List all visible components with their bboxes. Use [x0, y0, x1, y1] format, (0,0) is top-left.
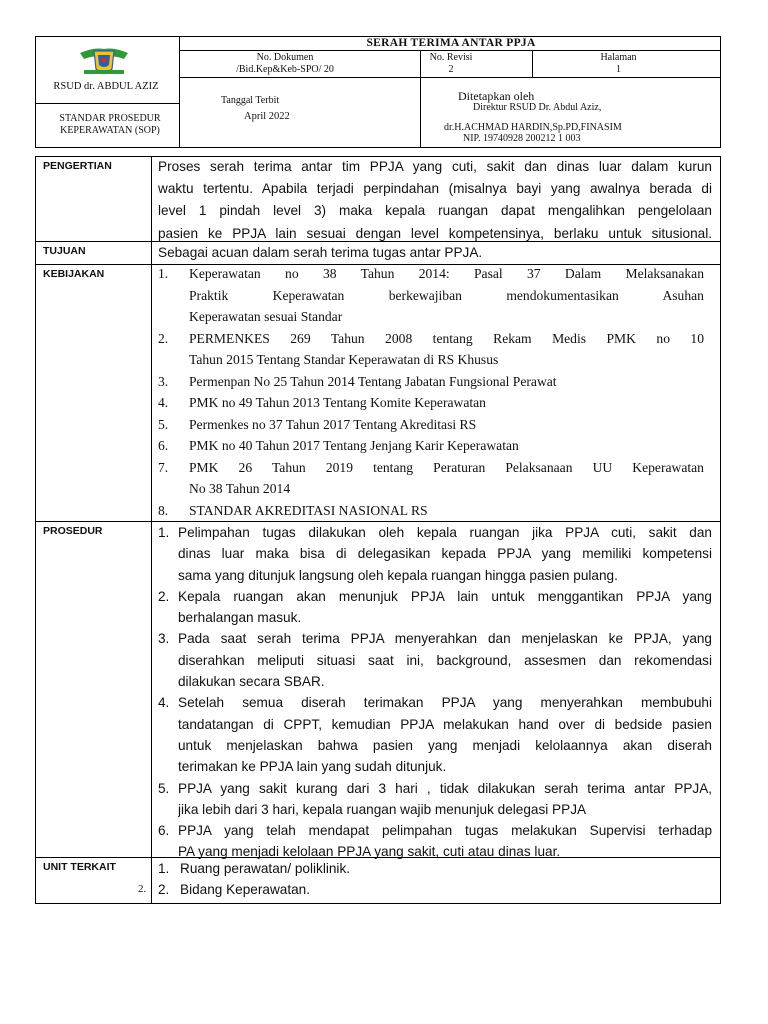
header-divider	[179, 50, 720, 51]
list-number: 4.	[158, 695, 170, 711]
prosedur-item	[158, 586, 712, 629]
list-item-line: PPJA yang sakit kurang dari 3 hari , tidak dilakukan serah terima antar PPJA,	[178, 780, 712, 796]
revision-label: No. Revisi	[429, 52, 473, 63]
issue-date-label: Tanggal Terbit	[221, 95, 280, 106]
list-item-text	[189, 435, 704, 457]
list-number: 3.	[158, 373, 169, 389]
list-number: 1.	[158, 266, 169, 281]
list-number: 7.	[158, 459, 169, 475]
list-number: 4.	[158, 395, 169, 410]
list-item-line: dilakukan secara SBAR.	[178, 674, 325, 690]
list-number: 6.	[158, 438, 169, 453]
prosedur-item	[158, 628, 712, 692]
list-item-text	[180, 879, 712, 900]
prosedur-item	[158, 522, 712, 586]
list-item-line: Keperawatan sesuai Standar	[189, 309, 343, 324]
list-item-line: PPJA yang telah mendapat pelimpahan tugas melakukan Supervisi terhadap	[178, 823, 712, 839]
list-item-line: Praktik Keperawatan berkewajiban mendokumentasikan Asuhan	[189, 287, 704, 303]
page-value: 1	[616, 64, 621, 75]
list-item-line: STANDAR AKREDITASI NASIONAL RS	[189, 502, 428, 518]
list-item-line: jika lebih dari 3 hari, kepala ruangan wajib menunjuk delegasi PPJA	[178, 801, 587, 817]
unit-terkait-list	[158, 858, 712, 901]
issue-date-value: April 2022	[244, 111, 290, 122]
list-number: 1.	[158, 861, 170, 876]
kebijakan-item	[158, 392, 704, 414]
list-item-text	[180, 858, 712, 879]
kebijakan-item	[158, 371, 704, 393]
list-item-text	[189, 500, 704, 522]
list-item-text	[178, 586, 712, 629]
list-item-text	[189, 371, 704, 393]
section-label-kebijakan: KEBIJAKAN	[43, 268, 105, 280]
list-number: 5.	[158, 780, 170, 796]
hospital-name: RSUD dr. ABDUL AZIZ	[53, 81, 159, 92]
list-item-text	[178, 628, 712, 692]
list-item-line: dinas luar maka bisa di delegasikan kepada PPJA yang memiliki kompetensi	[178, 546, 712, 562]
list-item-line: Permenkes no 37 Tahun 2017 Tentang Akreditasi RS	[189, 416, 477, 432]
revision-number	[421, 52, 481, 76]
list-item-line: PERMENKES 269 Tahun 2008 tentang Rekam Medis PMK no 10	[189, 330, 704, 346]
list-item-line: PMK no 40 Tahun 2017 Tentang Jenjang Karir Keperawatan	[189, 438, 519, 453]
header-divider	[179, 77, 720, 78]
pengertian-line: Proses serah terima antar tim PPJA yang cuti, sakit dan dinas luar dalam kurun	[158, 159, 712, 174]
list-number: 8.	[158, 502, 169, 518]
unit-terkait-item	[158, 858, 712, 879]
list-item-text	[189, 414, 704, 436]
sop-label-line1: STANDAR PROSEDUR	[59, 113, 161, 124]
list-item-line: PMK no 49 Tahun 2013 Tentang Komite Keperawatan	[189, 395, 486, 410]
list-item-text	[189, 328, 704, 371]
kebijakan-item	[158, 435, 704, 457]
document-title: SERAH TERIMA ANTAR PPJA	[366, 37, 536, 49]
list-item-line: Pelimpahan tugas dilakukan oleh kepala ruangan jika PPJA cuti, sakit dan	[178, 525, 712, 540]
page-number	[581, 52, 656, 76]
section-label-prosedur: PROSEDUR	[43, 525, 103, 537]
list-item-line: Keperawatan no 38 Tahun 2014: Pasal 37 Dalam Melaksanakan	[189, 266, 704, 281]
list-item-text	[189, 392, 704, 414]
list-item-text	[189, 263, 704, 328]
list-item-line: PA yang menjadi kelolaan PPJA yang sakit, cuti atau dinas luar.	[178, 844, 561, 860]
list-item-line: No 38 Tahun 2014	[189, 481, 291, 496]
list-item-line: sama yang ditunjuk langsung oleh kepala ruangan hingga pasien pulang.	[178, 567, 618, 583]
kebijakan-item	[158, 263, 704, 328]
prosedur-list	[158, 522, 712, 863]
kebijakan-item	[158, 500, 704, 522]
hospital-logo	[76, 43, 132, 77]
list-item-text	[189, 457, 704, 500]
pengertian-line: level 1 pindah level 3) maka kepala ruangan dapat mengalihkan pengelolaan	[158, 203, 712, 219]
list-number: 3.	[158, 631, 170, 647]
tujuan-line: Sebagai acuan dalam serah terima tugas antar PPJA.	[158, 245, 483, 260]
page-label: Halaman	[600, 52, 637, 63]
section-label-pengertian: PENGERTIAN	[43, 160, 112, 172]
kebijakan-item	[158, 414, 704, 436]
list-item-line: Bidang Keperawatan.	[180, 882, 310, 898]
section-label-unit-terkait: UNIT TERKAIT	[43, 861, 116, 873]
list-item-text	[178, 522, 712, 586]
logo-ribbon	[84, 70, 124, 74]
sop-label	[40, 113, 180, 137]
list-number: 2.	[158, 330, 169, 346]
prosedur-item	[158, 778, 712, 821]
set-by-label: Ditetapkan oleh	[458, 89, 535, 103]
list-number: 2.	[158, 882, 170, 898]
list-item-line: berhalangan masuk.	[178, 610, 302, 626]
column-divider	[151, 157, 152, 903]
kebijakan-list	[158, 263, 704, 521]
list-item-line: Kepala ruangan akan menunjuk PPJA lain untuk menggantikan PPJA yang	[178, 588, 712, 604]
tujuan-text	[158, 242, 712, 264]
list-item-line: Ruang perawatan/ poliklinik.	[180, 861, 351, 876]
pengertian-line: pasien ke PPJA lain sesuai dengan level kompetensinya, berlaku untuk situsional.	[158, 225, 712, 241]
list-item-text	[178, 778, 712, 821]
document-number-value: /Bid.Kep&Keb-SPO/ 20	[236, 64, 334, 75]
section-label-tujuan: TUJUAN	[43, 245, 86, 257]
list-number: 5.	[158, 416, 169, 432]
revision-value: 2	[448, 64, 454, 75]
header-divider	[36, 103, 179, 104]
list-item-line: Permenpan No 25 Tahun 2014 Tentang Jabatan Fungsional Perawat	[189, 373, 557, 389]
list-item-line: PMK 26 Tahun 2019 tentang Peraturan Pelaksanaan UU Keperawatan	[189, 459, 704, 475]
director-name: dr.H.ACHMAD HARDIN,Sp.PD,FINASIM	[444, 122, 622, 133]
document-number-label: No. Dokumen	[256, 52, 314, 63]
pengertian-text	[158, 156, 712, 245]
list-item-line: untuk menjelaskan bahwa pasien yang menjadi kelolaannya akan diserah	[178, 737, 712, 753]
stray-list-number: 2.	[138, 883, 147, 895]
pengertian-line: waktu tertentu. Apabila terjadi perpindahan (misalnya bayi yang awalnya berada di	[158, 181, 712, 197]
prosedur-item	[158, 692, 712, 777]
list-number: 1.	[158, 525, 170, 540]
director-nip: NIP. 19740928 200212 1 003	[463, 133, 581, 144]
list-item-line: tandatangan di CPPT, kemudian PPJA melakukan hand over di bedside pasien	[178, 716, 712, 732]
list-item-text	[178, 820, 712, 863]
sop-label-line2: KEPERAWATAN (SOP)	[60, 125, 160, 136]
kebijakan-item	[158, 328, 704, 371]
list-item-line: terimakan ke PPJA lain yang sudah ditunjuk.	[178, 759, 447, 775]
unit-terkait-item	[158, 879, 712, 900]
list-item-line: Setelah semua diserah terimakan PPJA yang menyerahkan membubuhi	[178, 695, 712, 711]
kebijakan-item	[158, 457, 704, 500]
list-number: 6.	[158, 823, 170, 839]
logo-center-dot	[101, 57, 106, 62]
prosedur-item	[158, 820, 712, 863]
header-divider	[532, 50, 533, 77]
list-item-text	[178, 692, 712, 777]
list-item-line: diserahkan meliputi situasi saat ini, background, assesmen dan rekomendasi	[178, 652, 712, 668]
sop-content-table	[35, 156, 721, 904]
document-number	[180, 52, 390, 76]
list-number: 2.	[158, 588, 170, 604]
director-title: Direktur RSUD Dr. Abdul Aziz,	[473, 102, 602, 113]
list-item-line: Tahun 2015 Tentang Standar Keperawatan di RS Khusus	[189, 352, 499, 367]
list-item-line: Pada saat serah terima PPJA menyerahkan dan menjelaskan ke PPJA, yang	[178, 631, 712, 647]
sop-header-table	[35, 36, 721, 148]
